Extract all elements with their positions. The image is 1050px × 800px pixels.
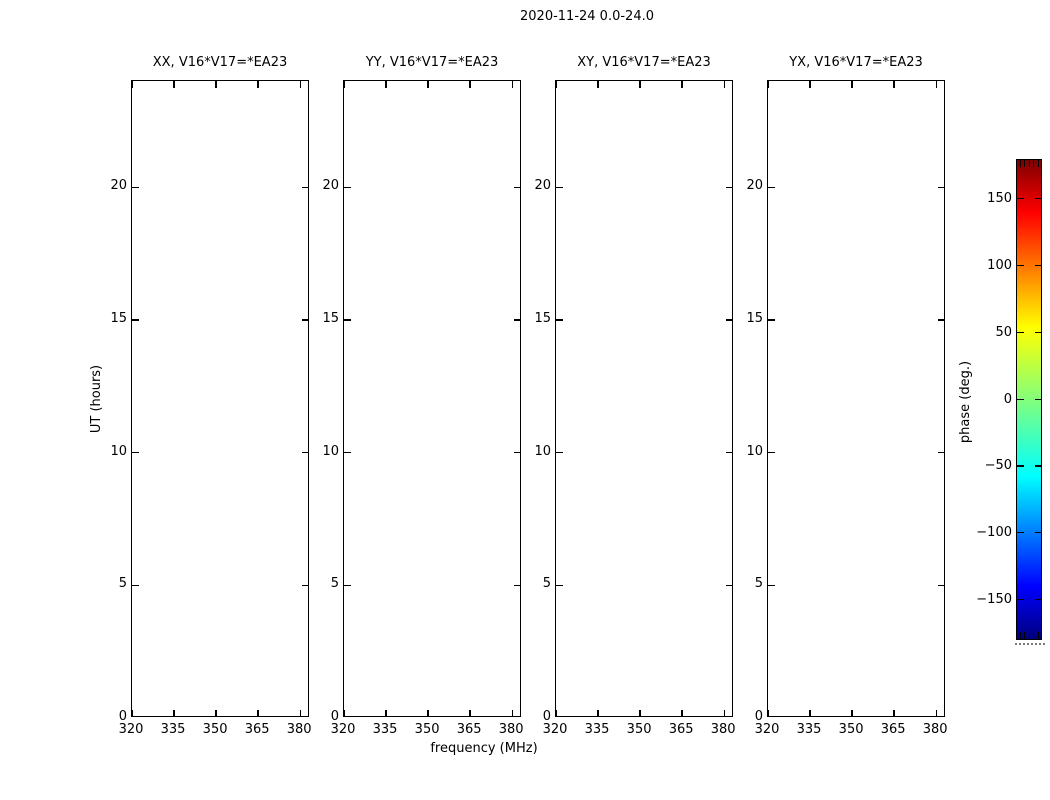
x-tick-mark: [469, 81, 470, 88]
x-axis-label: frequency (MHz): [430, 741, 538, 756]
y-tick-label: 15: [110, 310, 127, 326]
y-tick-label: 0: [542, 709, 551, 724]
y-tick-mark: [132, 187, 139, 188]
x-tick-mark: [385, 710, 386, 717]
colorbar-tick-mark: [1017, 198, 1024, 199]
x-tick-mark: [893, 81, 894, 88]
colorbar-minor-tick: [1020, 632, 1021, 639]
colorbar-tick-mark: [1017, 599, 1024, 600]
colorbar-minor-tick: [1033, 632, 1034, 639]
x-tick-mark: [215, 710, 216, 717]
colorbar-tick-mark: [1035, 599, 1042, 600]
x-tick-mark: [131, 710, 132, 717]
y-tick-mark: [556, 452, 563, 453]
x-tick-mark: [173, 81, 174, 88]
y-tick-label: 10: [110, 443, 127, 459]
colorbar-minor-tick: [1024, 632, 1025, 639]
y-tick-label: 5: [118, 576, 127, 592]
x-tick-label: 380: [498, 722, 524, 737]
y-tick-label: 0: [118, 709, 127, 724]
x-tick-label: 365: [456, 722, 482, 737]
y-tick-label: 15: [534, 310, 551, 326]
x-tick-label: 380: [286, 722, 312, 737]
colorbar-dotted-baseline: [1015, 643, 1045, 645]
y-tick-label: 10: [534, 443, 551, 459]
x-tick-label: 320: [330, 722, 356, 737]
x-tick-mark: [936, 81, 937, 88]
x-tick-mark: [427, 81, 428, 88]
axes-panel-yy: [343, 80, 521, 717]
x-tick-label: 365: [668, 722, 694, 737]
x-tick-label: 365: [244, 722, 270, 737]
y-tick-mark: [344, 585, 351, 586]
colorbar-tick-mark: [1017, 332, 1024, 333]
y-tick-mark: [344, 452, 351, 453]
x-tick-mark: [385, 81, 386, 88]
colorbar-tick-mark: [1017, 399, 1024, 400]
y-tick-label: 0: [754, 709, 763, 724]
x-tick-mark: [767, 710, 768, 717]
y-tick-label: 5: [542, 576, 551, 592]
y-tick-mark: [768, 452, 775, 453]
x-tick-mark: [851, 710, 852, 717]
y-tick-label: 0: [330, 709, 339, 724]
x-tick-mark: [343, 81, 344, 88]
x-tick-mark: [300, 81, 301, 88]
colorbar-tick-mark: [1035, 265, 1042, 266]
x-tick-mark: [215, 81, 216, 88]
y-tick-mark: [132, 452, 139, 453]
y-tick-label: 5: [754, 576, 763, 592]
colorbar-minor-tick: [1020, 160, 1021, 167]
x-tick-mark: [809, 81, 810, 88]
colorbar-tick-mark: [1035, 465, 1042, 466]
x-tick-mark: [936, 710, 937, 717]
x-tick-label: 320: [754, 722, 780, 737]
subplot-title: YY, V16*V17=*EA23: [365, 55, 499, 70]
colorbar-tick-label: 50: [995, 324, 1012, 340]
subplot-title: XX, V16*V17=*EA23: [152, 55, 288, 70]
colorbar-tick-mark: [1035, 399, 1042, 400]
x-tick-mark: [724, 81, 725, 88]
y-tick-label: 20: [322, 178, 339, 194]
y-tick-mark: [344, 187, 351, 188]
x-tick-mark: [809, 710, 810, 717]
axes-panel-xy: [555, 80, 733, 717]
y-tick-label: 20: [746, 178, 763, 194]
y-axis-label: UT (hours): [89, 364, 104, 434]
x-tick-mark: [851, 81, 852, 88]
y-tick-label: 15: [746, 310, 763, 326]
y-tick-mark: [344, 319, 351, 320]
colorbar-tick-mark: [1035, 198, 1042, 199]
colorbar-label: phase (deg.): [958, 360, 973, 444]
colorbar-tick-mark: [1035, 532, 1042, 533]
y-tick-label: 15: [322, 310, 339, 326]
y-tick-mark: [938, 452, 945, 453]
colorbar-tick-label: −50: [984, 458, 1012, 474]
x-tick-label: 380: [710, 722, 736, 737]
colorbar-minor-tick: [1029, 160, 1030, 167]
axes-panel-xx: [131, 80, 309, 717]
y-tick-label: 10: [322, 443, 339, 459]
y-tick-label: 10: [746, 443, 763, 459]
colorbar-tick-mark: [1017, 532, 1024, 533]
x-tick-mark: [681, 710, 682, 717]
x-tick-mark: [427, 710, 428, 717]
x-tick-mark: [257, 710, 258, 717]
y-tick-mark: [768, 187, 775, 188]
x-tick-mark: [555, 81, 556, 88]
y-tick-mark: [132, 319, 139, 320]
colorbar-minor-tick: [1024, 160, 1025, 167]
x-tick-label: 335: [372, 722, 398, 737]
x-tick-label: 350: [202, 722, 228, 737]
x-tick-mark: [512, 81, 513, 88]
colorbar-tick-label: 150: [987, 191, 1012, 207]
x-tick-mark: [469, 710, 470, 717]
colorbar-minor-tick: [1033, 160, 1034, 167]
colorbar-tick-mark: [1035, 332, 1042, 333]
colorbar-minor-tick: [1029, 632, 1030, 639]
colorbar-tick-mark: [1017, 265, 1024, 266]
y-tick-mark: [768, 585, 775, 586]
x-tick-label: 335: [160, 722, 186, 737]
x-tick-label: 320: [118, 722, 144, 737]
x-tick-mark: [173, 710, 174, 717]
y-tick-label: 20: [110, 178, 127, 194]
y-tick-mark: [556, 187, 563, 188]
colorbar-gradient: [1016, 159, 1042, 640]
subplot-title: XY, V16*V17=*EA23: [577, 55, 711, 70]
subplot-title: YX, V16*V17=*EA23: [789, 55, 923, 70]
colorbar-tick-label: 0: [1003, 391, 1012, 407]
y-tick-mark: [768, 319, 775, 320]
x-tick-label: 380: [922, 722, 948, 737]
figure-title: 2020-11-24 0.0-24.0: [520, 9, 654, 24]
x-tick-mark: [681, 81, 682, 88]
x-tick-mark: [639, 81, 640, 88]
y-tick-mark: [938, 585, 945, 586]
x-tick-label: 335: [796, 722, 822, 737]
colorbar-minor-tick: [1038, 632, 1039, 639]
x-tick-label: 365: [880, 722, 906, 737]
x-tick-label: 350: [414, 722, 440, 737]
x-tick-mark: [555, 710, 556, 717]
y-tick-mark: [132, 585, 139, 586]
colorbar-tick-label: 100: [987, 257, 1012, 273]
x-tick-mark: [893, 710, 894, 717]
x-tick-mark: [597, 710, 598, 717]
x-tick-mark: [767, 81, 768, 88]
x-tick-mark: [131, 81, 132, 88]
colorbar-tick-label: −150: [976, 591, 1012, 607]
axes-panel-yx: [767, 80, 945, 717]
colorbar-tick-mark: [1017, 465, 1024, 466]
y-tick-mark: [556, 319, 563, 320]
x-tick-mark: [343, 710, 344, 717]
x-tick-label: 320: [542, 722, 568, 737]
x-tick-mark: [639, 710, 640, 717]
colorbar-tick-label: −100: [976, 525, 1012, 541]
x-tick-mark: [597, 81, 598, 88]
y-tick-mark: [556, 585, 563, 586]
colorbar-minor-tick: [1038, 160, 1039, 167]
x-tick-label: 335: [584, 722, 610, 737]
x-tick-mark: [257, 81, 258, 88]
x-tick-label: 350: [626, 722, 652, 737]
y-tick-label: 5: [330, 576, 339, 592]
y-tick-mark: [938, 187, 945, 188]
y-tick-label: 20: [534, 178, 551, 194]
x-tick-label: 350: [838, 722, 864, 737]
y-tick-mark: [938, 319, 945, 320]
